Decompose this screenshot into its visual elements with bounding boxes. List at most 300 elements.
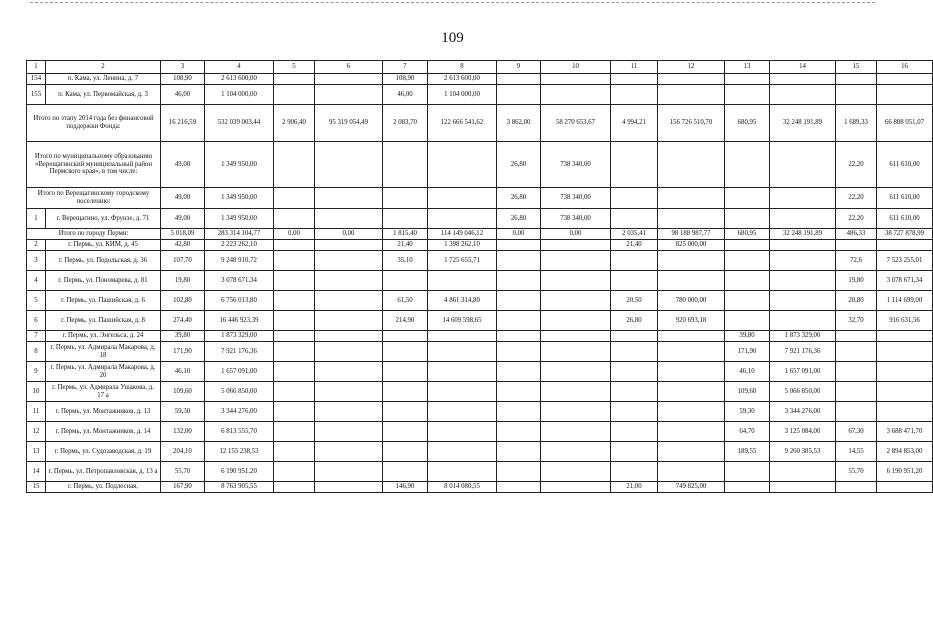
value-cell: 4 861 314,80: [428, 291, 497, 311]
value-cell: 738 340,00: [541, 209, 611, 229]
row-number: 15: [27, 482, 46, 493]
value-cell: [836, 342, 877, 362]
value-cell: [274, 362, 315, 382]
value-cell: [315, 482, 383, 493]
value-cell: 738 340,00: [541, 142, 611, 188]
address-cell: г. Пермь, ул. Пашийская, д. 6: [46, 291, 161, 311]
value-cell: 611 610,00: [877, 142, 933, 188]
value-cell: 274,40: [161, 311, 205, 331]
value-cell: [877, 74, 933, 85]
address-cell: п. Кама, ул. Ленина, д. 7: [46, 74, 161, 85]
value-cell: [611, 209, 658, 229]
value-cell: [658, 271, 725, 291]
table-row: [27, 85, 933, 105]
value-cell: [315, 209, 383, 229]
value-cell: 32 248 191,89: [770, 229, 836, 240]
value-cell: 32,70: [836, 311, 877, 331]
column-header: 5: [274, 61, 315, 74]
value-cell: [383, 331, 428, 342]
value-cell: [428, 342, 497, 362]
table-row: [27, 362, 933, 382]
row-number: 1: [27, 209, 46, 229]
address-cell: г. Верещагино, ул. Фрунзе, д. 71: [46, 209, 161, 229]
row-number: 10: [27, 382, 46, 402]
column-header: 2: [46, 61, 161, 74]
column-header: 16: [877, 61, 933, 74]
value-cell: [315, 342, 383, 362]
value-cell: 4 994,21: [611, 105, 658, 142]
table-row: [27, 240, 933, 251]
value-cell: 1 349 950,00: [205, 209, 274, 229]
value-cell: [611, 422, 658, 442]
value-cell: [383, 362, 428, 382]
value-cell: 0,00: [541, 229, 611, 240]
total-label: Итого по Верещагинскому городскому поселению:: [27, 188, 161, 209]
value-cell: [274, 251, 315, 271]
value-cell: 1 725 655,71: [428, 251, 497, 271]
value-cell: [877, 482, 933, 493]
value-cell: [836, 240, 877, 251]
value-cell: [658, 442, 725, 462]
value-cell: [836, 382, 877, 402]
address-cell: г. Пермь, ул. Пономарева, д. 81: [46, 271, 161, 291]
row-number: 2: [27, 240, 46, 251]
value-cell: [611, 442, 658, 462]
value-cell: [611, 342, 658, 362]
value-cell: 916 631,56: [877, 311, 933, 331]
table-row: [27, 331, 933, 342]
value-cell: [877, 402, 933, 422]
value-cell: [836, 482, 877, 493]
table-row: [27, 74, 933, 85]
value-cell: 532 039 003,44: [205, 105, 274, 142]
value-cell: 283 314 104,77: [205, 229, 274, 240]
value-cell: [611, 251, 658, 271]
value-cell: [611, 271, 658, 291]
value-cell: 7 921 176,36: [205, 342, 274, 362]
value-cell: 16 446 923,39: [205, 311, 274, 331]
value-cell: 61,50: [383, 291, 428, 311]
address-cell: г. Пермь, ул. КИМ, д. 45: [46, 240, 161, 251]
value-cell: 95 319 054,49: [315, 105, 383, 142]
value-cell: 189,55: [725, 442, 770, 462]
value-cell: 3 344 276,00: [205, 402, 274, 422]
value-cell: [658, 209, 725, 229]
value-cell: [611, 402, 658, 422]
value-cell: [315, 271, 383, 291]
value-cell: [836, 74, 877, 85]
table-row: [27, 442, 933, 462]
value-cell: [541, 362, 611, 382]
value-cell: 171,90: [161, 342, 205, 362]
value-cell: [770, 311, 836, 331]
value-cell: [315, 240, 383, 251]
value-cell: [274, 85, 315, 105]
value-cell: [541, 422, 611, 442]
value-cell: [770, 482, 836, 493]
value-cell: [383, 402, 428, 422]
value-cell: [611, 74, 658, 85]
value-cell: 39,80: [161, 331, 205, 342]
value-cell: 2 083,70: [383, 105, 428, 142]
value-cell: [315, 331, 383, 342]
value-cell: [770, 291, 836, 311]
value-cell: 107,70: [161, 251, 205, 271]
value-cell: [428, 382, 497, 402]
row-number: 9: [27, 362, 46, 382]
value-cell: 46,00: [383, 85, 428, 105]
value-cell: [274, 142, 315, 188]
value-cell: 9 260 385,53: [770, 442, 836, 462]
value-cell: [877, 362, 933, 382]
value-cell: 1 873 329,00: [205, 331, 274, 342]
column-header: 12: [658, 61, 725, 74]
value-cell: 920 693,18: [658, 311, 725, 331]
value-cell: [658, 362, 725, 382]
value-cell: 156 726 510,70: [658, 105, 725, 142]
value-cell: 20,80: [836, 291, 877, 311]
value-cell: [541, 482, 611, 493]
value-cell: [541, 291, 611, 311]
column-header-row: [27, 61, 933, 74]
value-cell: [497, 74, 541, 85]
value-cell: 9 248 910,72: [205, 251, 274, 271]
address-cell: п. Кама, ул. Первомайская, д. 3: [46, 85, 161, 105]
value-cell: [274, 402, 315, 422]
value-cell: 26,80: [497, 188, 541, 209]
value-cell: 3 862,00: [497, 105, 541, 142]
value-cell: 21,00: [611, 482, 658, 493]
value-cell: [611, 331, 658, 342]
value-cell: 1 689,33: [836, 105, 877, 142]
value-cell: 167,90: [161, 482, 205, 493]
table-row: [27, 311, 933, 331]
value-cell: 55,70: [161, 462, 205, 482]
table-row: [27, 209, 933, 229]
value-cell: 1 873 329,00: [770, 331, 836, 342]
value-cell: 26,80: [497, 142, 541, 188]
value-cell: 1 398 262,10: [428, 240, 497, 251]
value-cell: 1 349 950,00: [205, 188, 274, 209]
value-cell: 8 763 905,55: [205, 482, 274, 493]
value-cell: 16 216,59: [161, 105, 205, 142]
value-cell: [497, 362, 541, 382]
value-cell: [541, 342, 611, 362]
value-cell: [383, 342, 428, 362]
value-cell: 19,80: [836, 271, 877, 291]
value-cell: [383, 188, 428, 209]
row-number: 5: [27, 291, 46, 311]
value-cell: [658, 74, 725, 85]
table-row: [27, 422, 933, 442]
value-cell: 738 340,00: [541, 188, 611, 209]
value-cell: [274, 462, 315, 482]
value-cell: [770, 142, 836, 188]
value-cell: 14 609 598,65: [428, 311, 497, 331]
value-cell: [725, 251, 770, 271]
table-row: [27, 291, 933, 311]
value-cell: [725, 482, 770, 493]
column-header: 10: [541, 61, 611, 74]
value-cell: [274, 331, 315, 342]
address-cell: г. Пермь, ул. Монтажников, д. 13: [46, 402, 161, 422]
value-cell: [877, 240, 933, 251]
value-cell: [541, 402, 611, 422]
value-cell: 64,70: [725, 422, 770, 442]
value-cell: [541, 240, 611, 251]
value-cell: 6 813 555,70: [205, 422, 274, 442]
value-cell: [541, 462, 611, 482]
value-cell: [541, 251, 611, 271]
value-cell: [274, 209, 315, 229]
value-cell: [428, 331, 497, 342]
value-cell: [541, 85, 611, 105]
value-cell: [836, 331, 877, 342]
value-cell: [836, 85, 877, 105]
total-label: Итого по муниципальному образованию «Верещагинский муниципальный район Пермского края», в том числе:: [27, 142, 161, 188]
value-cell: 825 000,00: [658, 240, 725, 251]
table-total-row: [27, 188, 933, 209]
value-cell: [383, 442, 428, 462]
value-cell: [611, 462, 658, 482]
value-cell: [383, 382, 428, 402]
value-cell: 55,70: [836, 462, 877, 482]
column-header: 14: [770, 61, 836, 74]
value-cell: [725, 311, 770, 331]
value-cell: [274, 74, 315, 85]
value-cell: [383, 142, 428, 188]
value-cell: [315, 422, 383, 442]
address-cell: г. Пермь, ул. Энгельса, д. 24: [46, 331, 161, 342]
value-cell: 26,80: [611, 311, 658, 331]
table-row: [27, 382, 933, 402]
value-cell: [725, 85, 770, 105]
value-cell: 32 248 191,89: [770, 105, 836, 142]
value-cell: 35,10: [383, 251, 428, 271]
value-cell: [428, 462, 497, 482]
value-cell: [315, 402, 383, 422]
data-table: [26, 60, 933, 493]
value-cell: 486,33: [836, 229, 877, 240]
value-cell: [315, 74, 383, 85]
value-cell: 1 349 950,00: [205, 142, 274, 188]
value-cell: [315, 188, 383, 209]
value-cell: 132,00: [161, 422, 205, 442]
value-cell: 38 727 878,99: [877, 229, 933, 240]
value-cell: [658, 462, 725, 482]
table-total-row: [27, 142, 933, 188]
value-cell: 3 125 084,00: [770, 422, 836, 442]
value-cell: [274, 311, 315, 331]
row-number: 7: [27, 331, 46, 342]
column-header: 3: [161, 61, 205, 74]
value-cell: [658, 382, 725, 402]
column-header: 1: [27, 61, 46, 74]
value-cell: 67,30: [836, 422, 877, 442]
value-cell: [836, 362, 877, 382]
value-cell: [658, 85, 725, 105]
value-cell: 3 078 671,34: [205, 271, 274, 291]
value-cell: 611 610,00: [877, 209, 933, 229]
value-cell: [658, 422, 725, 442]
value-cell: 114 149 046,12: [428, 229, 497, 240]
value-cell: 72,6: [836, 251, 877, 271]
value-cell: [383, 422, 428, 442]
value-cell: [497, 311, 541, 331]
value-cell: [497, 402, 541, 422]
value-cell: 1 104 000,00: [205, 85, 274, 105]
value-cell: 2 613 600,00: [428, 74, 497, 85]
value-cell: [274, 442, 315, 462]
row-number: 12: [27, 422, 46, 442]
value-cell: [658, 342, 725, 362]
column-header: 9: [497, 61, 541, 74]
value-cell: [497, 382, 541, 402]
value-cell: [770, 462, 836, 482]
value-cell: [770, 188, 836, 209]
value-cell: [428, 142, 497, 188]
address-cell: г. Пермь, ул. Монтажников, д. 14: [46, 422, 161, 442]
value-cell: [611, 142, 658, 188]
value-cell: 611 610,00: [877, 188, 933, 209]
value-cell: [836, 402, 877, 422]
value-cell: [541, 331, 611, 342]
value-cell: 58 270 653,67: [541, 105, 611, 142]
table-body: [27, 74, 933, 493]
value-cell: 49,00: [161, 188, 205, 209]
value-cell: [541, 271, 611, 291]
value-cell: [541, 311, 611, 331]
value-cell: [274, 271, 315, 291]
value-cell: [658, 402, 725, 422]
address-cell: г. Пермь, ул. Адмирала Макарова, д. 18: [46, 342, 161, 362]
value-cell: 7 523 255,01: [877, 251, 933, 271]
value-cell: [274, 382, 315, 402]
value-cell: [274, 291, 315, 311]
table-total-row: [27, 105, 933, 142]
value-cell: [725, 271, 770, 291]
value-cell: [658, 251, 725, 271]
address-cell: г. Пермь, ул. Судозаводская, д. 19: [46, 442, 161, 462]
value-cell: [428, 402, 497, 422]
value-cell: 108,90: [383, 74, 428, 85]
value-cell: 39,80: [725, 331, 770, 342]
value-cell: [725, 291, 770, 311]
value-cell: 2 906,40: [274, 105, 315, 142]
value-cell: [770, 251, 836, 271]
value-cell: [315, 311, 383, 331]
value-cell: 2 223 262,10: [205, 240, 274, 251]
value-cell: 19,80: [161, 271, 205, 291]
address-cell: г. Пермь, ул. Адмирала Макарова, д. 20: [46, 362, 161, 382]
page-top-border: [30, 2, 875, 3]
value-cell: 1 104 000,00: [428, 85, 497, 105]
value-cell: [274, 342, 315, 362]
value-cell: 146,90: [383, 482, 428, 493]
value-cell: [725, 209, 770, 229]
value-cell: [428, 422, 497, 442]
value-cell: [497, 251, 541, 271]
value-cell: 1 657 091,00: [770, 362, 836, 382]
value-cell: 0,00: [497, 229, 541, 240]
column-header: 4: [205, 61, 274, 74]
column-header: 15: [836, 61, 877, 74]
value-cell: 102,80: [161, 291, 205, 311]
value-cell: [315, 442, 383, 462]
value-cell: 6 756 013,80: [205, 291, 274, 311]
value-cell: [541, 382, 611, 402]
value-cell: [658, 331, 725, 342]
address-cell: г. Пермь, ул. Петропавловская, д. 13 а: [46, 462, 161, 482]
value-cell: [497, 331, 541, 342]
value-cell: [541, 442, 611, 462]
value-cell: 8 014 080,55: [428, 482, 497, 493]
row-number: 154: [27, 74, 46, 85]
value-cell: 22,20: [836, 142, 877, 188]
row-number: 4: [27, 271, 46, 291]
value-cell: [315, 251, 383, 271]
value-cell: [541, 74, 611, 85]
value-cell: [274, 240, 315, 251]
value-cell: 680,95: [725, 105, 770, 142]
value-cell: [658, 188, 725, 209]
column-header: 11: [611, 61, 658, 74]
value-cell: 59,30: [161, 402, 205, 422]
value-cell: 7 921 176,36: [770, 342, 836, 362]
value-cell: [611, 188, 658, 209]
value-cell: [315, 462, 383, 482]
value-cell: [877, 331, 933, 342]
value-cell: [770, 271, 836, 291]
value-cell: [877, 382, 933, 402]
table-row: [27, 402, 933, 422]
value-cell: [770, 240, 836, 251]
value-cell: 0,00: [274, 229, 315, 240]
value-cell: 214,90: [383, 311, 428, 331]
value-cell: [383, 209, 428, 229]
value-cell: 171,90: [725, 342, 770, 362]
value-cell: 22,20: [836, 209, 877, 229]
value-cell: [315, 362, 383, 382]
table-total-row: [27, 229, 933, 240]
value-cell: [725, 74, 770, 85]
address-cell: г. Пермь, ул. Подольская, д. 36: [46, 251, 161, 271]
row-number: 13: [27, 442, 46, 462]
value-cell: [611, 382, 658, 402]
value-cell: 1 815,40: [383, 229, 428, 240]
value-cell: 14,55: [836, 442, 877, 462]
value-cell: [877, 342, 933, 362]
value-cell: [428, 209, 497, 229]
value-cell: 0,00: [315, 229, 383, 240]
value-cell: 3 078 671,34: [877, 271, 933, 291]
total-label: Итого по городу Перми:: [27, 229, 161, 240]
total-label: Итого по этапу 2014 года без финансовой поддержки Фонда:: [27, 105, 161, 142]
column-header: 8: [428, 61, 497, 74]
value-cell: 2 035,41: [611, 229, 658, 240]
value-cell: 5 066 850,00: [205, 382, 274, 402]
value-cell: 59,30: [725, 402, 770, 422]
value-cell: [383, 271, 428, 291]
value-cell: [497, 271, 541, 291]
value-cell: 12 155 238,53: [205, 442, 274, 462]
value-cell: [725, 240, 770, 251]
value-cell: 21,40: [611, 240, 658, 251]
value-cell: 46,00: [161, 85, 205, 105]
value-cell: 3 688 471,70: [877, 422, 933, 442]
value-cell: [725, 462, 770, 482]
value-cell: 122 666 541,62: [428, 105, 497, 142]
